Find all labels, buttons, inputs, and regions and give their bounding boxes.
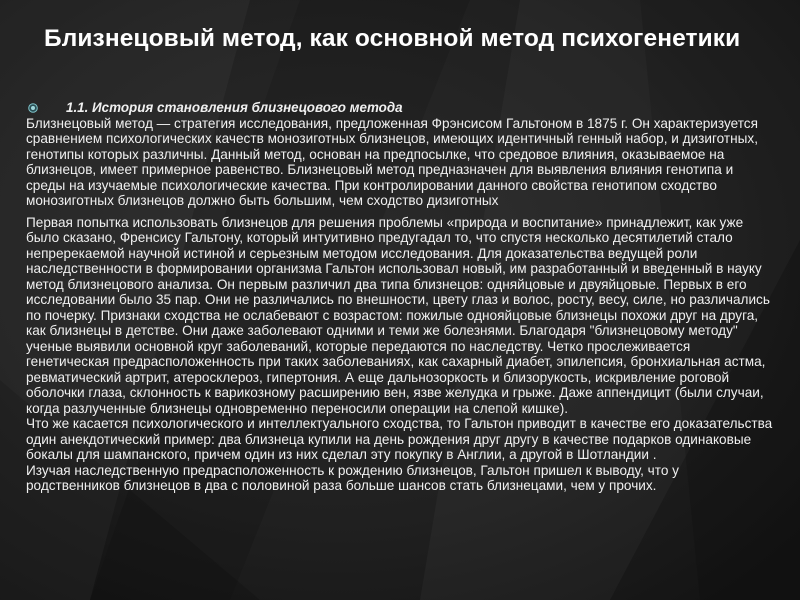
slide-title: Близнецовый метод, как основной метод психогенетики [44,25,741,52]
slide-body [26,100,776,494]
body-paragraph: Изучая наследственную предрасположенность к рождению близнецов, Гальтон пришел к выводу, что у родственников близнецов в два с половиной раза больше шансов стать близнецами, чем у прочих. [26,462,679,493]
section-subheading: 1.1. История становления близнецового метода [66,100,403,115]
body-paragraph: Близнецовый метод — стратегия исследования, предложенная Фрэнсисом Гальтоном в 1875 г. Он характеризуется сравнением психологических качеств монозиготных близнецов, имеющих идентичный генный набор, и дизиготных, генотипы которых различны. Данный метод, основан на предпосылке, что средовое влияния, оказываемое на близнецов, имеет примерное равенство. Близнецовый метод предназначен для выявления влияния генотипа и среды на изучаемые психологические качества. При контролировании данного свойства генотипом сходство монозиготных близнецов должно быть большим, чем сходство дизиготных [26,115,758,208]
bullet-item [26,100,776,116]
body-paragraph: Что же касается психологического и интеллектуального сходства, то Гальтон приводит в качестве его доказательства один анекдотический пример: два близнеца купили на день рождения друг другу в качестве подарков одинаковые бокалы для шампанского, причем один из них сделал эту покупку в Англии, а другой в Шотландии . [26,416,773,462]
bullet-circle-icon [28,103,38,113]
body-paragraph: Первая попытка использовать близнецов для решения проблемы «природа и воспитание» принадлежит, как уже было сказано, Френсису Гальтону, который интуитивно предугадал то, что спустя несколько десятилетий стало непререкаемой научной истиной и серьезным методом исследования. Для доказательства ведущей роли наследственности в формировании организма Гальтон использовал новый, им разработанный и введенный в науку метод близнецового анализа. Он первым различил два типа близнецов: одняйцовые и двуяйцовые. Первых в его исследовании было 35 пар. Они не различались по внешности, цвету глаз и волос, росту, весу, силе, но различались по почерку. Признаки сходства не ослабевают с возрастом: пожилые однояйцовые близнецы похожи друг на друга, как близнецы в детстве. Они даже заболевают одними и теми же болезнями. Благодаря "близнецовому методу" ученые выявили основной круг заболеваний, которые передаются по наследству. Четко прослеживается генетическая предрасположенность при таких заболеваниях, как сахарный диабет, эпилепсия, бронхиальная астма, ревматический артрит, атеросклероз, гипертония. А еще дальнозоркость и близорукость, искривление роговой оболочки глаза, склонность к варикозному расширению вен, язве желудка и грыже. Даже аппендицит (были случаи, когда разлученные близнецы одновременно переносили операции на слепой кишке). [26,214,770,416]
